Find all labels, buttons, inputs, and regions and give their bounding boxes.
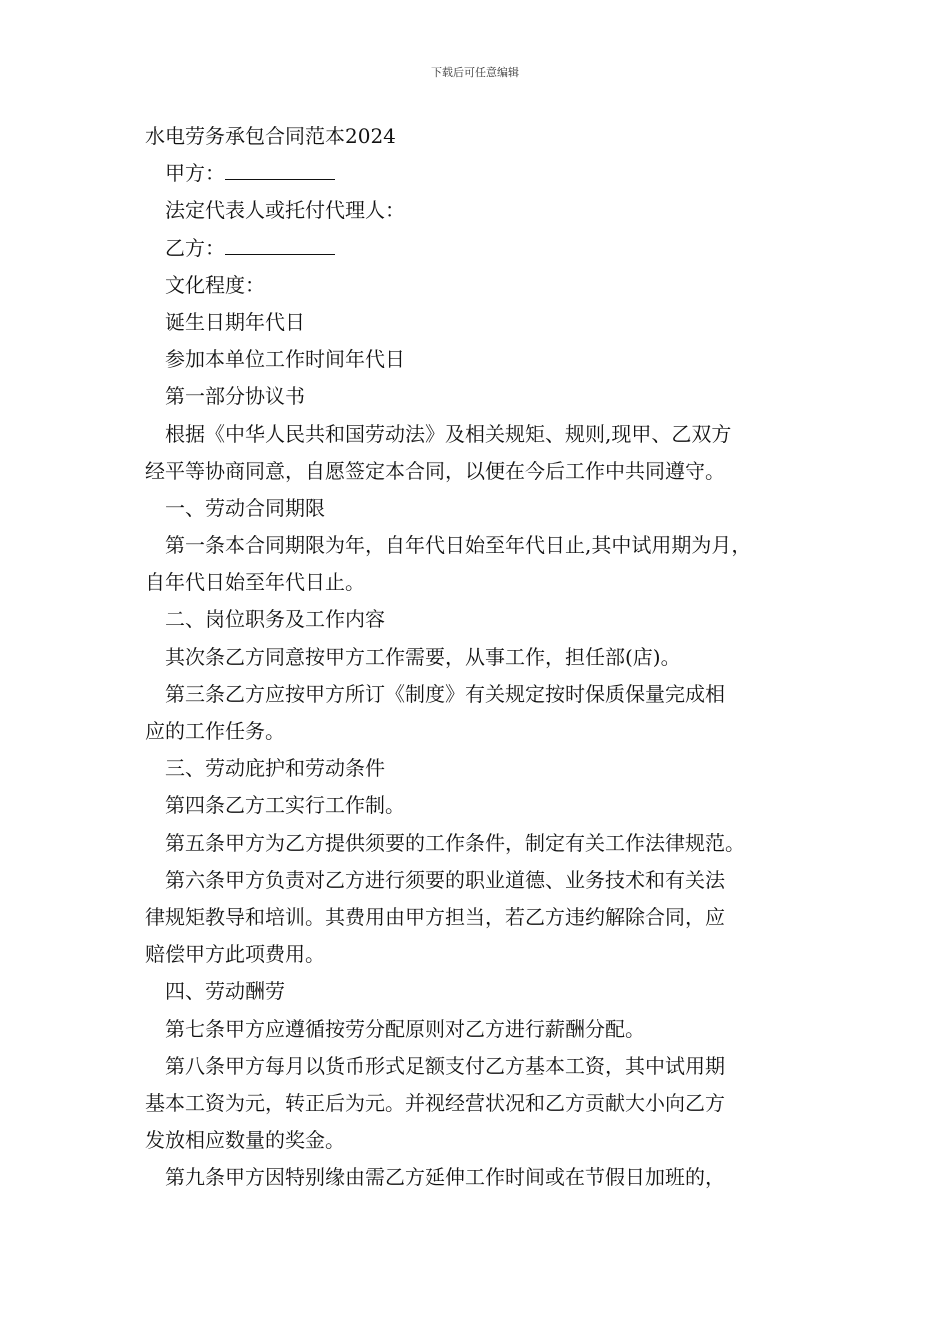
- article-5-line: 第五条甲方为乙方提供须要的工作条件，制定有关工作法律规范。: [165, 830, 745, 855]
- article-6-line-1: 第六条甲方负责对乙方进行须要的职业道德、业务技术和有关法: [165, 867, 725, 892]
- article-6-line-2: 律规矩教导和培训。其费用由甲方担当，若乙方违约解除合同，应: [145, 904, 725, 929]
- intro-paragraph-line-2: 经平等协商同意，自愿签定本合同，以便在今后工作中共同遵守。: [145, 458, 725, 483]
- article-1-line-2: 自年代日始至年代日止。: [145, 570, 365, 595]
- party-a-line: [145, 155, 810, 192]
- legal-rep-line: 法定代表人或托付代理人：: [165, 198, 405, 223]
- article-7-line: 第七条甲方应遵循按劳分配原则对乙方进行薪酬分配。: [165, 1016, 645, 1041]
- section-4-heading: 四、劳动酬劳: [165, 979, 285, 1004]
- part-one-heading: 第一部分协议书: [165, 384, 305, 409]
- section-3-heading: 三、劳动庇护和劳动条件: [165, 756, 385, 781]
- party-b-label: 乙方：: [165, 235, 225, 260]
- article-8-line-1: 第八条甲方每月以货币形式足额支付乙方基本工资，其中试用期: [165, 1053, 725, 1078]
- party-a-blank: [225, 157, 335, 180]
- birth-date-line: 诞生日期年代日: [165, 309, 305, 334]
- article-3-line-2: 应的工作任务。: [145, 719, 285, 743]
- section-2-heading: 二、岗位职务及工作内容: [165, 607, 385, 632]
- education-line: 文化程度：: [165, 272, 265, 297]
- article-4-line: 第四条乙方工实行工作制。: [165, 793, 405, 818]
- article-3-line-1: 第三条乙方应按甲方所订《制度》有关规定按时保质保量完成相: [165, 681, 725, 706]
- article-9-line-1: 第九条甲方因特别缘由需乙方延伸工作时间或在节假日加班的，: [165, 1165, 725, 1190]
- article-2-line: 其次条乙方同意按甲方工作需要，从事工作，担任部(店)。: [165, 644, 681, 669]
- join-date-line: 参加本单位工作时间年代日: [165, 347, 405, 372]
- intro-paragraph-line-1: 根据《中华人民共和国劳动法》及相关规矩、规则,现甲、乙双方: [165, 421, 732, 446]
- party-b-line: [145, 230, 810, 267]
- party-a-label: 甲方：: [165, 161, 225, 186]
- document-body: [145, 118, 810, 1196]
- page-header-note: 下载后可任意编辑: [431, 66, 519, 79]
- party-b-blank: [225, 232, 335, 255]
- article-1-line-1: 第一条本合同期限为年，自年代日始至年代日止,其中试用期为月，: [165, 533, 752, 558]
- article-6-line-3: 赔偿甲方此项费用。: [145, 942, 325, 967]
- article-8-line-2: 基本工资为元，转正后为元。并视经营状况和乙方贡献大小向乙方: [145, 1090, 725, 1115]
- section-1-heading: 一、劳动合同期限: [165, 495, 325, 520]
- document-title: 水电劳务承包合同范本2024: [145, 124, 396, 148]
- article-8-line-3: 发放相应数量的奖金。: [145, 1128, 345, 1153]
